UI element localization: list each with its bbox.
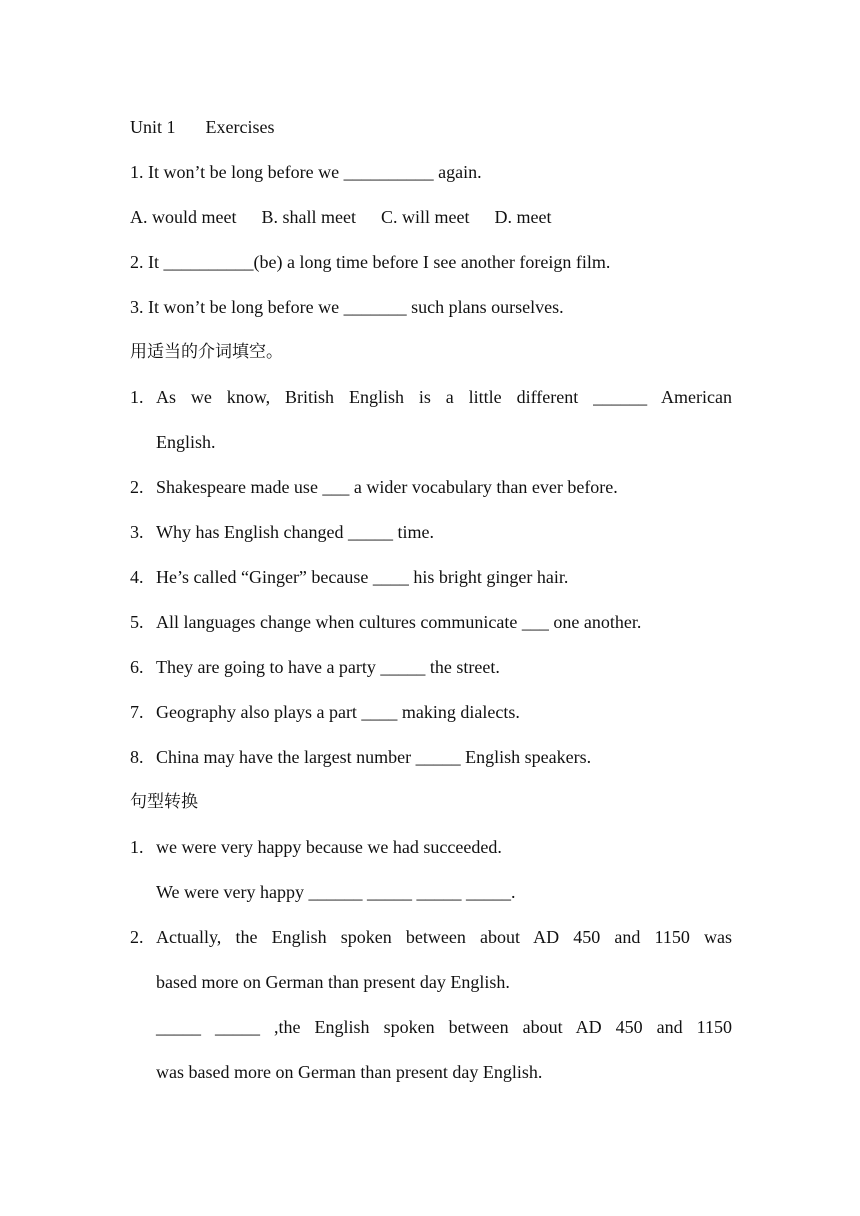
- question-1: 1. It won’t be long before we __________ again.: [130, 162, 482, 182]
- option-d: D. meet: [494, 207, 552, 227]
- item-number: 7.: [130, 702, 144, 722]
- item-text: They are going to have a party _____ the street.: [156, 657, 500, 677]
- option-b: B. shall meet: [261, 207, 356, 227]
- question-3: 3. It won’t be long before we _______ such plans ourselves.: [130, 297, 564, 317]
- page-title: [130, 116, 732, 138]
- item-number: 1.: [130, 837, 144, 857]
- question-2: 2. It __________(be) a long time before I see another foreign film.: [130, 252, 611, 272]
- item-number: 4.: [130, 567, 144, 587]
- item-text: Shakespeare made use ___ a wider vocabulary than ever before.: [156, 477, 618, 497]
- item-number: 6.: [130, 657, 144, 677]
- item-original-sentence-continued: based more on German than present day English.: [156, 972, 510, 992]
- item-text-continued: English.: [156, 432, 216, 452]
- item-number: 2.: [130, 477, 144, 497]
- item-rewrite-sentence: _____ _____ ,the English spoken between about AD 450 and 1150: [156, 1017, 732, 1037]
- section-heading-sentence-transformation: 句型转换: [130, 792, 198, 812]
- option-a: A. would meet: [130, 207, 237, 227]
- option-c: C. will meet: [380, 207, 470, 227]
- item-text: China may have the largest number _____ English speakers.: [156, 747, 592, 767]
- question-1-options: [130, 206, 732, 228]
- item-text: He’s called “Ginger” because ____ his bright ginger hair.: [156, 567, 569, 587]
- item-number: 5.: [130, 612, 144, 632]
- unit-label: Unit 1: [130, 117, 176, 137]
- item-original-sentence: we were very happy because we had succeeded.: [156, 837, 502, 857]
- item-number: 2.: [130, 927, 144, 947]
- item-number: 8.: [130, 747, 144, 767]
- item-text: All languages change when cultures communicate ___ one another.: [156, 612, 642, 632]
- item-rewrite-sentence: We were very happy ______ _____ _____ _____.: [156, 882, 516, 902]
- item-rewrite-sentence-continued: was based more on German than present day English.: [156, 1062, 543, 1082]
- exercises-label: Exercises: [205, 117, 275, 137]
- item-text: Geography also plays a part ____ making dialects.: [156, 702, 520, 722]
- item-text: Why has English changed _____ time.: [156, 522, 434, 542]
- item-number: 1.: [130, 387, 144, 407]
- item-number: 3.: [130, 522, 144, 542]
- section-heading-prepositions: 用适当的介词填空。: [130, 342, 283, 362]
- item-text: As we know, British English is a little different ______ American: [156, 387, 732, 407]
- item-original-sentence: Actually, the English spoken between about AD 450 and 1150 was: [156, 927, 732, 947]
